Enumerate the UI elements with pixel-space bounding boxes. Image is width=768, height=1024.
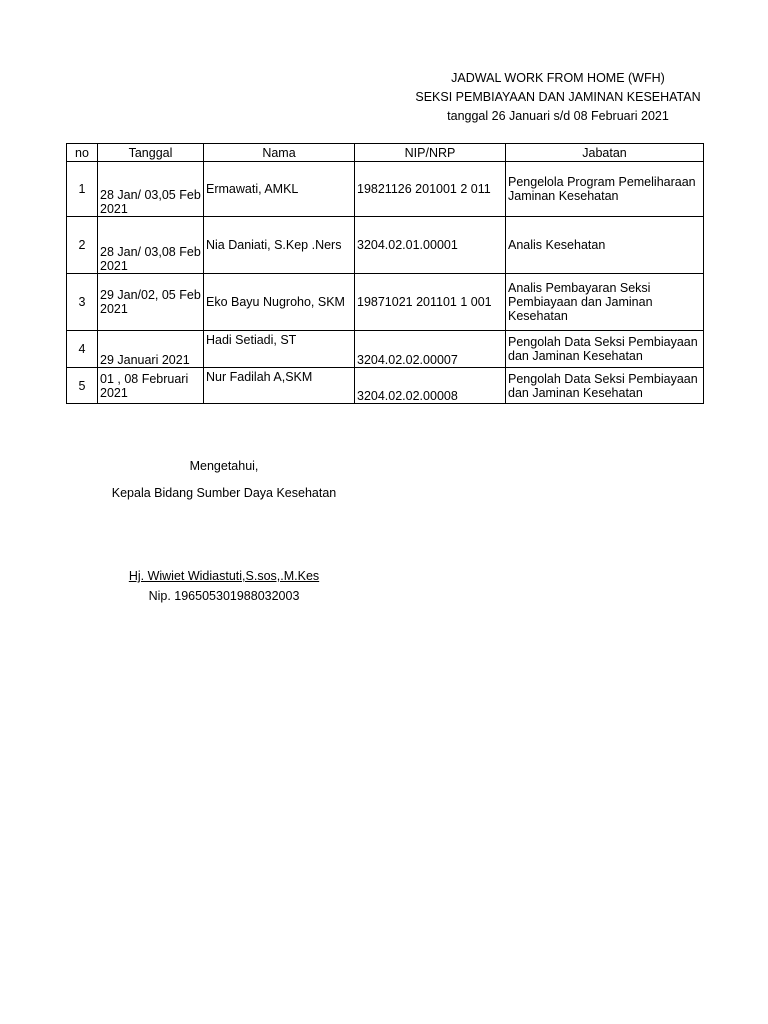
cell-no: 2	[67, 217, 98, 274]
header-date-range: tanggal 26 Januari s/d 08 Februari 2021	[447, 109, 669, 123]
table-row	[67, 368, 704, 404]
table-row	[67, 274, 704, 331]
cell-jabatan: Pengolah Data Seksi Pembiayaan dan Jaminan Kesehatan	[506, 331, 704, 368]
cell-nama: Eko Bayu Nugroho, SKM	[204, 274, 355, 331]
cell-nama: Nia Daniati, S.Kep .Ners	[204, 217, 355, 274]
cell-nip: 3204.02.02.00007	[355, 331, 506, 368]
schedule-table	[66, 143, 704, 404]
cell-tanggal: 28 Jan/ 03,05 Feb 2021	[98, 162, 204, 217]
column-header-tanggal: Tanggal	[98, 144, 204, 162]
cell-jabatan: Analis Kesehatan	[506, 217, 704, 274]
cell-tanggal: 29 Jan/02, 05 Feb 2021	[98, 274, 204, 331]
table-row	[67, 217, 704, 274]
table-header-row	[67, 144, 704, 162]
cell-nama: Hadi Setiadi, ST	[204, 331, 355, 368]
header-title: JADWAL WORK FROM HOME (WFH)	[451, 71, 665, 85]
table-row	[67, 162, 704, 217]
header-section: SEKSI PEMBIAYAAN DAN JAMINAN KESEHATAN	[415, 90, 701, 104]
cell-tanggal: 28 Jan/ 03,08 Feb 2021	[98, 217, 204, 274]
cell-tanggal: 29 Januari 2021	[98, 331, 204, 368]
cell-no: 5	[67, 368, 98, 404]
acknowledged-label: Mengetahui,	[189, 459, 259, 473]
column-header-nip: NIP/NRP	[355, 144, 506, 162]
cell-jabatan: Pengolah Data Seksi Pembiayaan dan Jaminan Kesehatan	[506, 368, 704, 404]
signatory-position: Kepala Bidang Sumber Daya Kesehatan	[111, 486, 337, 500]
cell-jabatan: Pengelola Program Pemeliharaan Jaminan Kesehatan	[506, 162, 704, 217]
cell-nip: 19821126 201001 2 011	[355, 162, 506, 217]
document-header	[350, 69, 766, 126]
cell-no: 3	[67, 274, 98, 331]
table-row	[67, 331, 704, 368]
column-header-no: no	[67, 144, 98, 162]
cell-nip: 3204.02.02.00008	[355, 368, 506, 404]
cell-nama: Ermawati, AMKL	[204, 162, 355, 217]
cell-tanggal: 01 , 08 Februari 2021	[98, 368, 204, 404]
cell-no: 1	[67, 162, 98, 217]
column-header-jabatan: Jabatan	[506, 144, 704, 162]
column-header-nama: Nama	[204, 144, 355, 162]
cell-jabatan: Analis Pembayaran Seksi Pembiayaan dan Jaminan Kesehatan	[506, 274, 704, 331]
signatory-nip: Nip. 196505301988032003	[148, 589, 300, 603]
cell-no: 4	[67, 331, 98, 368]
cell-nip: 3204.02.01.00001	[355, 217, 506, 274]
cell-nama: Nur Fadilah A,SKM	[204, 368, 355, 404]
cell-nip: 19871021 201101 1 001	[355, 274, 506, 331]
signatory-name: Hj. Wiwiet Widiastuti,S.sos,.M.Kes	[128, 569, 320, 583]
